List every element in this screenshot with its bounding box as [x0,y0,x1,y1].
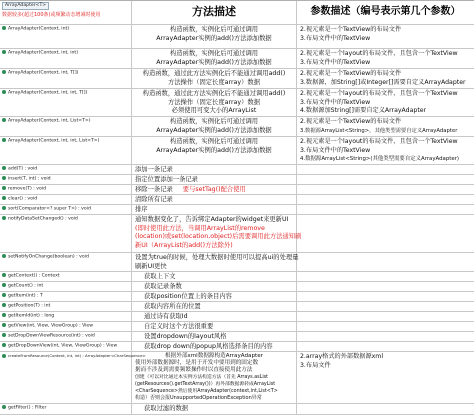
table-row [0,342,474,352]
method-icon [2,50,6,54]
method-desc: ArrayAdapter实例的add()方法添加数据 [156,34,272,42]
method-desc: 获取过滤的数据 [144,405,189,412]
method-desc: 获取记录条数 [144,283,182,290]
method-icon [2,354,6,358]
table-row [0,312,474,322]
method-note: 新UI（ArrayList的add()方法除外) [135,241,233,249]
method-icon [2,216,6,220]
method-desc: 通过诗有获取Id [144,313,188,320]
param-desc: 4.数据源ArrayList<String>(其他类型需要自定义ArrayAdapter) [300,156,460,163]
method-icon [2,313,6,317]
method-signature[interactable]: getItem(int) : T [2,293,129,300]
method-signature[interactable]: remove(T) : void [2,186,129,193]
method-desc: 设置dropdown的layout风格 [144,333,227,340]
method-desc: 通知数据变化了，告诉绑定Adapter的widget来更新UI [135,216,289,223]
method-icon [2,90,6,94]
method-icon [2,26,6,30]
header-note: 数据较多(超过100条)或频繁动态增减时使用 [2,12,101,18]
method-signature[interactable]: getContext() : Context [2,273,129,280]
method-signature[interactable]: ArrayAdapter(Context, int, int) [2,50,129,57]
method-signature[interactable]: ArrayAdapter(Context, int, List<T>) [2,118,129,125]
method-desc: 移除一条记录 要与setTag()配合使用 [135,186,246,193]
method-desc: 创建（可以对比通过本实例方法构造方法（首先 Arrays.asList [135,375,269,380]
method-signature[interactable]: setNotifyOnChange(boolean) : void [2,254,129,261]
table-row [0,69,474,89]
method-desc: 清除所有记录 [135,196,173,203]
param-desc: 4.数据源加String[]需要自定义ArrayAdapter [300,107,427,115]
table-row [0,292,474,302]
method-desc: <CharSequence>然后使用ArrayAdapter(context,int,List<T> [135,389,278,394]
table-row [0,89,474,117]
method-signature[interactable]: setDropDownViewResource(int) : void [2,333,129,340]
table-row [0,137,474,165]
method-signature[interactable]: getItemId(int) : long [2,313,129,320]
table-row [0,253,474,272]
method-desc: 添加一条记录 [135,166,173,173]
param-desc: 3.布局文件中的TextView [300,58,371,66]
method-icon [2,283,6,287]
method-signature[interactable]: notifyDataSetChanged() : void [2,216,129,223]
method-desc: (getResources().getTextArray())）再外部数据源转成ArrayList [135,382,276,387]
header-desc-cell [132,1,297,24]
desc-column-title: 方法描述 [192,5,236,18]
method-signature[interactable]: getCount() : int [2,283,129,290]
method-desc: 使用外部数据源时，是用于开发中要用到的固定数 [135,360,259,366]
method-signature[interactable]: add(T) : void [2,166,129,173]
method-desc: 方法操作（固定长度array）数据 [167,98,261,106]
method-desc: 刷新UI更快 [135,262,167,270]
method-icon [2,273,6,277]
table-row [0,332,474,342]
param-desc: 2.array格式的外部数据源xml [300,353,384,360]
method-signature[interactable]: ArrayAdapter(Context, int, T[]) [2,70,129,77]
method-signature[interactable]: getFilter() : Filter [2,405,129,412]
method-icon [2,333,6,337]
method-desc: 必须使用可变大小的ArrayList [171,107,257,115]
table-row [0,25,474,49]
method-icon [2,293,6,297]
param-desc: 3.布局文件中的TextView [300,34,371,42]
method-signature[interactable]: clear() : void [2,196,129,203]
method-icon [2,176,6,180]
method-desc: ArrayAdapter实例的add()方法添加数据 [156,58,272,66]
method-signature[interactable]: ArrayAdapter(Context, int) [2,26,129,33]
method-icon [2,323,6,327]
method-signature[interactable]: insert(T, int) : void [2,176,129,183]
method-desc: 获取position位置上的条目内容 [144,293,232,300]
remove-note: 要与setTag()配合使用 [182,186,246,193]
method-desc: ArrayAdapter实例的add()方法添加数据 [156,126,272,134]
param-desc: 2.视元素是一个TextView的布局文件 [300,118,402,125]
method-signature[interactable]: ArrayAdapter(Context, int, int, T[]) [2,90,129,97]
method-desc: 获取上下文 [144,273,176,280]
method-icon [2,70,6,74]
method-icon [2,196,6,200]
method-desc: 构造函数，实例化后可通过调用 [169,138,259,145]
method-icon [2,206,6,210]
method-icon [2,186,6,190]
method-icon [2,254,6,258]
method-desc: 构造函数，实例化后可通过调用 [169,118,259,125]
method-icon [2,138,6,142]
table-row [0,215,474,253]
method-icon [2,343,6,347]
method-desc: 自定义时这个方法很重要 [144,323,214,330]
table-row [0,205,474,215]
table-row [0,185,474,195]
method-icon [2,166,6,170]
method-signature[interactable]: getPosition(T) : int [2,303,129,310]
method-signature[interactable]: getDropDownView(int, View, ViewGroup) : View [2,343,129,350]
method-desc: 构造函数，通过此方法实例化后不能通过调用add() [142,90,286,97]
param-desc: 2.视元素是一个TextView的布局文件 [300,70,402,77]
method-signature[interactable]: getView(int, View, ViewGroup) : View [2,323,129,330]
table-row [0,322,474,332]
method-icon [2,118,6,122]
param-desc: 3.布局文件 [300,361,331,369]
param-desc: 2.视元素是一个layout的布局文件，且包含一个TextView [300,138,458,145]
param-desc: 2.视元素是一个layout的布局文件，且包含一个TextView [300,90,458,97]
method-desc: 构造函数，实例化后可通过调用 [169,26,259,33]
method-desc: 获取drop down的popup风格选择条目的内容 [144,343,273,350]
method-desc: 构造函数，通过此方法实例化后不能通过调用add() [142,70,286,77]
header-param-cell [297,1,474,24]
table-row [0,404,474,415]
method-signature[interactable]: createFromResource(Context, int, int) : ArrayAdapter<CharSequence> [2,353,129,359]
method-note: (即时使用此方法，当调用ArrayList的remove [135,224,265,232]
table-row [0,302,474,312]
table-row [0,195,474,205]
param-desc: 2.视元素是一个layout的布局文件，且包含一个TextView [300,50,458,57]
method-desc: 据而不涉及到需要频繁操作时以直接使用此方法 [135,367,253,373]
method-note: (location)或set(location,object)后需要调用此方法通知刷 [135,233,302,241]
method-icon [2,405,6,409]
method-signature[interactable]: ArrayAdapter(Context, int, int, List<T>) [2,138,129,145]
method-desc: 构造）否则会报UnsupportedOperationException异常 [135,395,262,401]
table-row [0,175,474,185]
table-row [0,49,474,69]
method-desc: 方法操作（固定长度array）数据 [167,78,261,86]
method-icon [2,303,6,307]
param-column-title: 参数描述（编号表示第几个参数） [310,6,461,17]
class-signature[interactable]: ArrayAdapter<T> [2,2,49,10]
method-desc: 根据外部xml数据源构造ArrayAdapter [165,353,263,359]
param-desc: 3.数据源ArrayList<String>，其他类型需要自定义ArrayAdapter [300,127,458,134]
table-row [0,352,474,404]
param-desc: 3.数据源，加String[]或Integer[]需要自定义ArrayAdapter [300,78,466,86]
param-desc: 3.布局文件中的TextView [300,98,371,106]
method-desc: 设置为true的时候，处理大数据时使用可以提高ui的处理量 [135,254,299,261]
table-row [0,165,474,175]
method-desc: 指定位置添加一条记录 [135,176,198,183]
param-desc: 2.视元素是一个TextView的布局文件 [300,26,402,33]
method-desc: ArrayAdapter实例的add()方法添加数据 [156,146,272,154]
method-desc: 获取内容所在的位置 [144,303,201,310]
method-desc: 排序 [135,206,148,213]
method-signature[interactable]: sort(Comparator<? super T>) : void [2,206,129,213]
method-desc: 构造函数，实例化后可通过调用 [169,50,259,57]
table-row [0,272,474,282]
param-desc: 3.布局文件中的TextView [300,146,371,154]
table-row [0,282,474,292]
table-row [0,117,474,137]
